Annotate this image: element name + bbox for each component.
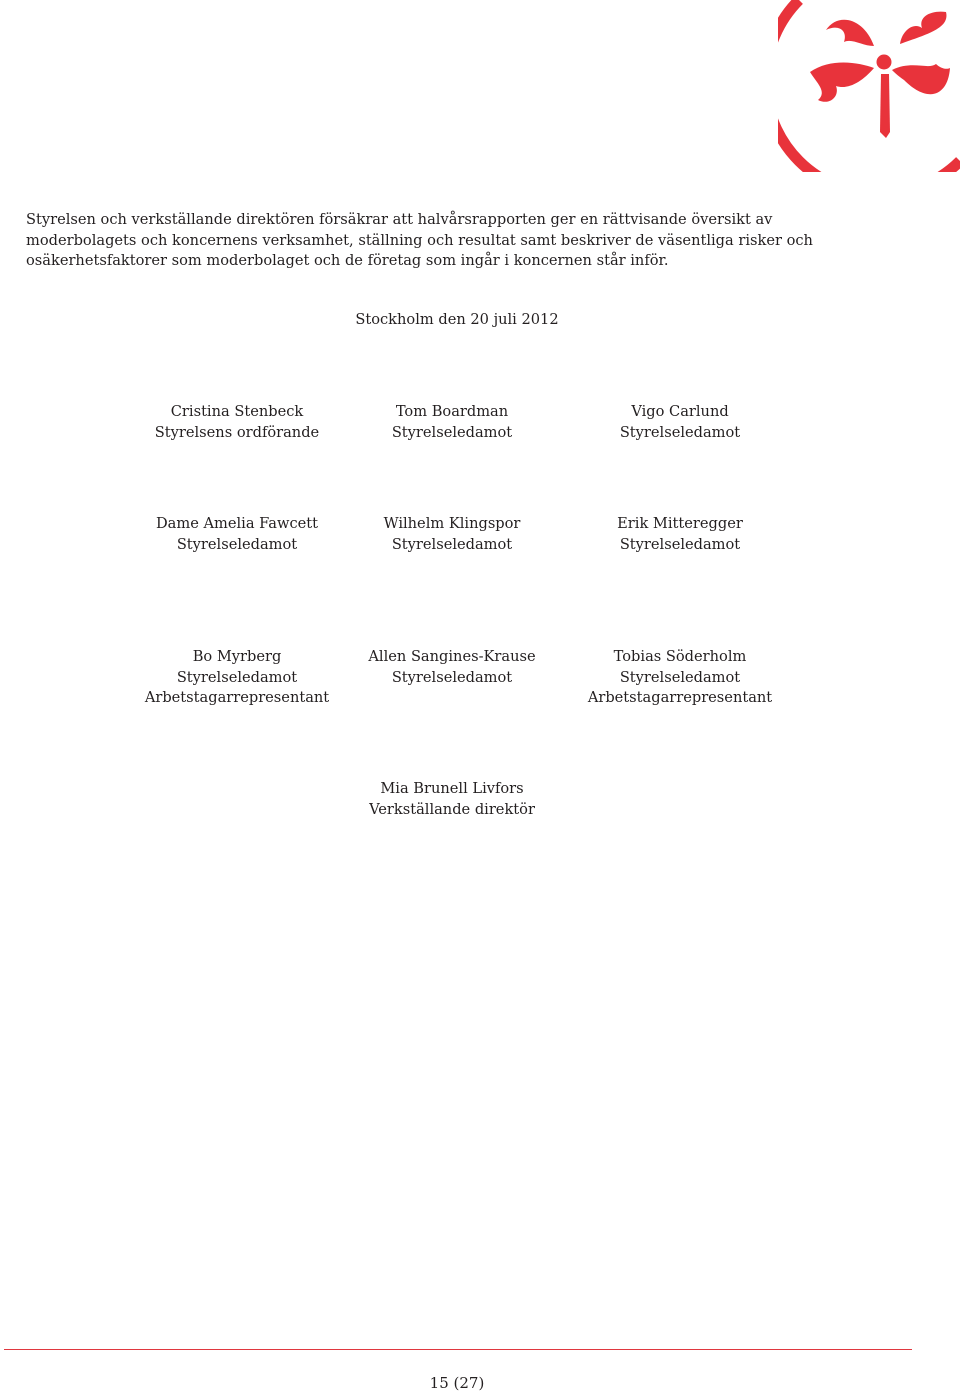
signatory <box>332 647 572 688</box>
signatory-name: Tobias Söderholm <box>613 648 747 665</box>
signatory <box>560 514 800 555</box>
signatory-title: Styrelseledamot <box>391 535 513 553</box>
signatory-ceo <box>332 779 572 820</box>
signatory <box>560 402 800 443</box>
signatory-title: Styrelseledamot <box>176 668 298 686</box>
signatory-name: Dame Amelia Fawcett <box>155 515 319 532</box>
signatory-name: Allen Sangines-Krause <box>368 648 536 665</box>
signatory <box>560 647 800 709</box>
signatory-name: Bo Myrberg <box>192 648 282 665</box>
flower-logo-icon <box>778 0 960 172</box>
signatory-title: Verkställande direktör <box>369 800 535 818</box>
signatory-name: Vigo Carlund <box>631 403 729 420</box>
signatory-title: Styrelseledamot <box>391 668 513 686</box>
signatory-title: Styrelseledamot <box>619 668 741 686</box>
footer-divider <box>4 1349 912 1350</box>
signatory-role: Arbetstagarrepresentant <box>144 689 330 706</box>
signatory-title: Styrelseledamot <box>391 423 513 441</box>
place-and-date: Stockholm den 20 juli 2012 <box>355 311 559 328</box>
signatory-name: Cristina Stenbeck <box>170 403 304 420</box>
signatory <box>332 514 572 555</box>
signatory <box>117 402 357 443</box>
page-number: 15 (27) <box>429 1374 485 1392</box>
signatory <box>117 514 357 555</box>
signatory-name: Wilhelm Klingspor <box>383 515 521 532</box>
signatory-role: Arbetstagarrepresentant <box>587 689 773 706</box>
signatory-title: Styrelsens ordförande <box>154 423 320 441</box>
signatory-name: Erik Mitteregger <box>617 515 743 532</box>
signatory-name: Mia Brunell Livfors <box>380 780 524 797</box>
signatory <box>117 647 357 709</box>
board-assurance-statement: Styrelsen och verkställande direktören försäkrar att halvårsrapporten ger en rättvisande översikt av moderbolagets och koncernens verksamhet, ställning och resultat samt beskriver de väsentliga risker och osäkerhetsfaktorer som moderbolaget och de företag som ingår i koncernen står inför. <box>26 211 813 269</box>
signatory-name: Tom Boardman <box>395 403 509 420</box>
signatory-title: Styrelseledamot <box>176 535 298 553</box>
signatory <box>332 402 572 443</box>
signatory-title: Styrelseledamot <box>619 535 741 553</box>
signatory-title: Styrelseledamot <box>619 423 741 441</box>
